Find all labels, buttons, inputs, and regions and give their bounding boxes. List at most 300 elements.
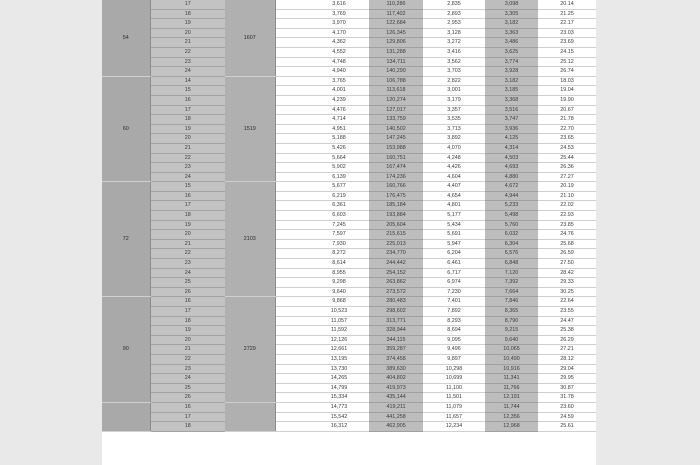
value-cell: 11,592 <box>309 326 369 336</box>
value-cell: 15,334 <box>309 393 369 403</box>
angle-cell: 23 <box>150 259 225 269</box>
value-cell: 9,298 <box>309 278 369 288</box>
value-cell: 4,239 <box>309 95 369 105</box>
value-cell: 3,182 <box>485 76 538 86</box>
value-cell: 4,407 <box>423 182 485 192</box>
table-row <box>102 124 596 134</box>
value-cell: 8,955 <box>309 268 369 278</box>
value-cell: 5,434 <box>423 220 485 230</box>
value-cell: 140,290 <box>369 67 423 77</box>
value-cell: 25.44 <box>538 153 596 163</box>
value-cell: 419,973 <box>369 383 423 393</box>
angle-cell: 16 <box>150 297 225 307</box>
value-cell: 12,356 <box>485 412 538 422</box>
spacer-cell <box>275 211 309 221</box>
value-cell: 4,940 <box>309 67 369 77</box>
spacer-cell <box>275 383 309 393</box>
angle-cell: 22 <box>150 47 225 57</box>
table-row <box>102 422 596 432</box>
table-row <box>102 0 596 9</box>
spacer-cell <box>275 326 309 336</box>
spacer-cell <box>275 287 309 297</box>
spacer-cell <box>275 345 309 355</box>
table-row <box>102 345 596 355</box>
table-row <box>102 95 596 105</box>
value-cell: 8,694 <box>423 326 485 336</box>
value-cell: 9,897 <box>423 354 485 364</box>
value-cell: 3,486 <box>485 38 538 48</box>
value-cell: 254,152 <box>369 268 423 278</box>
angle-cell: 17 <box>150 307 225 317</box>
table-row <box>102 201 596 211</box>
spacer-cell <box>275 124 309 134</box>
value-cell: 5,691 <box>423 230 485 240</box>
value-cell: 3,936 <box>485 124 538 134</box>
value-cell: 9,095 <box>423 335 485 345</box>
value-cell: 313,771 <box>369 316 423 326</box>
value-cell: 193,884 <box>369 211 423 221</box>
value-cell: 5,188 <box>309 134 369 144</box>
table-row <box>102 57 596 67</box>
value-cell: 441,258 <box>369 412 423 422</box>
spacer-cell <box>275 76 309 86</box>
spacer-cell <box>275 57 309 67</box>
spacer-cell <box>275 182 309 192</box>
angle-cell: 25 <box>150 383 225 393</box>
value-cell: 280,483 <box>369 297 423 307</box>
value-cell: 27.21 <box>538 345 596 355</box>
value-cell: 7,230 <box>423 287 485 297</box>
value-cell: 21.10 <box>538 191 596 201</box>
value-cell: 27.50 <box>538 259 596 269</box>
table-row <box>102 239 596 249</box>
angle-cell: 21 <box>150 38 225 48</box>
value-cell: 6,032 <box>485 230 538 240</box>
value-cell: 5,677 <box>309 182 369 192</box>
value-cell: 25.38 <box>538 326 596 336</box>
value-cell: 273,572 <box>369 287 423 297</box>
value-cell: 14,799 <box>309 383 369 393</box>
value-cell: 5,902 <box>309 163 369 173</box>
value-cell: 3,769 <box>309 9 369 19</box>
value-cell: 6,304 <box>485 239 538 249</box>
value-cell: 28.42 <box>538 268 596 278</box>
value-cell: 19.04 <box>538 86 596 96</box>
value-cell: 8,614 <box>309 259 369 269</box>
size-cell: 90 <box>102 297 150 403</box>
value-cell: 110,286 <box>369 0 423 9</box>
table-row <box>102 38 596 48</box>
value-cell: 22.64 <box>538 297 596 307</box>
value-cell: 22.93 <box>538 211 596 221</box>
value-cell: 4,503 <box>485 153 538 163</box>
value-cell: 4,362 <box>309 38 369 48</box>
table-row <box>102 383 596 393</box>
value-cell: 9,868 <box>309 297 369 307</box>
value-cell: 4,070 <box>423 143 485 153</box>
value-cell: 11,657 <box>423 412 485 422</box>
mass-cell <box>225 402 275 431</box>
value-cell: 3,928 <box>485 67 538 77</box>
value-cell: 29.04 <box>538 364 596 374</box>
value-cell: 4,314 <box>485 143 538 153</box>
angle-cell: 18 <box>150 211 225 221</box>
spacer-cell <box>275 307 309 317</box>
value-cell: 5,233 <box>485 201 538 211</box>
value-cell: 10,490 <box>485 354 538 364</box>
value-cell: 5,498 <box>485 211 538 221</box>
spacer-cell <box>275 0 309 9</box>
value-cell: 140,502 <box>369 124 423 134</box>
value-cell: 29.95 <box>538 374 596 384</box>
size-cell: 72 <box>102 182 150 297</box>
value-cell: 8,365 <box>485 307 538 317</box>
value-cell: 27.27 <box>538 172 596 182</box>
spacer-cell <box>275 239 309 249</box>
angle-cell: 20 <box>150 134 225 144</box>
value-cell: 3,368 <box>485 95 538 105</box>
value-cell: 234,770 <box>369 249 423 259</box>
value-cell: 5,760 <box>485 220 538 230</box>
spacer-cell <box>275 95 309 105</box>
value-cell: 24.47 <box>538 316 596 326</box>
spacer-cell <box>275 115 309 125</box>
angle-cell: 20 <box>150 230 225 240</box>
spacer-cell <box>275 28 309 38</box>
table-row <box>102 19 596 29</box>
value-cell: 8,293 <box>423 316 485 326</box>
value-cell: 122,684 <box>369 19 423 29</box>
value-cell: 7,664 <box>485 287 538 297</box>
table-row <box>102 47 596 57</box>
value-cell: 3,305 <box>485 9 538 19</box>
size-cell: 60 <box>102 76 150 182</box>
mass-cell: 2103 <box>225 182 275 297</box>
value-cell: 4,248 <box>423 153 485 163</box>
value-cell: 185,184 <box>369 201 423 211</box>
spacer-cell <box>275 259 309 269</box>
spacer-cell <box>275 153 309 163</box>
spacer-cell <box>275 412 309 422</box>
value-cell: 23.85 <box>538 220 596 230</box>
angle-cell: 26 <box>150 287 225 297</box>
value-cell: 24.59 <box>538 412 596 422</box>
value-cell: 205,604 <box>369 220 423 230</box>
angle-cell: 24 <box>150 374 225 384</box>
value-cell: 8,272 <box>309 249 369 259</box>
value-cell: 6,848 <box>485 259 538 269</box>
value-cell: 4,693 <box>485 163 538 173</box>
value-cell: 3,713 <box>423 124 485 134</box>
table-row <box>102 393 596 403</box>
spacer-cell <box>275 335 309 345</box>
table-row <box>102 402 596 412</box>
size-cell: 54 <box>102 0 150 76</box>
value-cell: 8,790 <box>485 316 538 326</box>
value-cell: 29.33 <box>538 278 596 288</box>
angle-cell: 19 <box>150 124 225 134</box>
value-cell: 4,604 <box>423 172 485 182</box>
value-cell: 11,079 <box>423 402 485 412</box>
spacer-cell <box>275 163 309 173</box>
value-cell: 31.78 <box>538 393 596 403</box>
value-cell: 11,341 <box>485 374 538 384</box>
value-cell: 10,523 <box>309 307 369 317</box>
value-cell: 4,880 <box>485 172 538 182</box>
value-cell: 6,361 <box>309 201 369 211</box>
angle-cell: 21 <box>150 239 225 249</box>
value-cell: 117,402 <box>369 9 423 19</box>
value-cell: 10,916 <box>485 364 538 374</box>
value-cell: 24.53 <box>538 143 596 153</box>
angle-cell: 14 <box>150 76 225 86</box>
angle-cell: 18 <box>150 422 225 432</box>
value-cell: 174,236 <box>369 172 423 182</box>
value-cell: 225,013 <box>369 239 423 249</box>
spacer-cell <box>275 278 309 288</box>
value-cell: 23.69 <box>538 38 596 48</box>
value-cell: 6,717 <box>423 268 485 278</box>
value-cell: 160,766 <box>369 182 423 192</box>
value-cell: 7,892 <box>423 307 485 317</box>
spacer-cell <box>275 134 309 144</box>
value-cell: 22.02 <box>538 201 596 211</box>
value-cell: 28.12 <box>538 354 596 364</box>
value-cell: 12,968 <box>485 422 538 432</box>
value-cell: 462,905 <box>369 422 423 432</box>
value-cell: 4,672 <box>485 182 538 192</box>
table-row <box>102 76 596 86</box>
spacer-cell <box>275 19 309 29</box>
value-cell: 21.78 <box>538 115 596 125</box>
table-row <box>102 354 596 364</box>
value-cell: 7,597 <box>309 230 369 240</box>
value-cell: 389,630 <box>369 364 423 374</box>
angle-cell: 18 <box>150 316 225 326</box>
angle-cell: 19 <box>150 19 225 29</box>
value-cell: 6,974 <box>423 278 485 288</box>
value-cell: 11,744 <box>485 402 538 412</box>
value-cell: 3,182 <box>485 19 538 29</box>
value-cell: 3,098 <box>485 0 538 9</box>
value-cell: 12,126 <box>309 335 369 345</box>
value-cell: 14,265 <box>309 374 369 384</box>
table-row <box>102 86 596 96</box>
angle-cell: 22 <box>150 153 225 163</box>
table-row <box>102 259 596 269</box>
value-cell: 4,001 <box>309 86 369 96</box>
value-cell: 3,357 <box>423 105 485 115</box>
angle-cell: 23 <box>150 364 225 374</box>
angle-cell: 18 <box>150 115 225 125</box>
value-cell: 3,516 <box>485 105 538 115</box>
value-cell: 419,211 <box>369 402 423 412</box>
table-row <box>102 412 596 422</box>
value-cell: 359,287 <box>369 345 423 355</box>
value-cell: 30.25 <box>538 287 596 297</box>
value-cell: 3,765 <box>309 76 369 86</box>
value-cell: 7,245 <box>309 220 369 230</box>
value-cell: 20.19 <box>538 182 596 192</box>
angle-cell: 20 <box>150 28 225 38</box>
value-cell: 344,115 <box>369 335 423 345</box>
value-cell: 4,951 <box>309 124 369 134</box>
angle-cell: 17 <box>150 0 225 9</box>
value-cell: 12,661 <box>309 345 369 355</box>
spacer-cell <box>275 67 309 77</box>
spacer-cell <box>275 393 309 403</box>
angle-cell: 20 <box>150 335 225 345</box>
value-cell: 3,625 <box>485 47 538 57</box>
spacer-cell <box>275 86 309 96</box>
spacer-cell <box>275 172 309 182</box>
value-cell: 12,234 <box>423 422 485 432</box>
angle-cell: 15 <box>150 182 225 192</box>
table-row <box>102 297 596 307</box>
mass-cell: 1607 <box>225 0 275 76</box>
table-row <box>102 326 596 336</box>
table-row <box>102 316 596 326</box>
value-cell: 4,426 <box>423 163 485 173</box>
angle-cell: 17 <box>150 105 225 115</box>
spacer-cell <box>275 47 309 57</box>
value-cell: 11,057 <box>309 316 369 326</box>
value-cell: 14,773 <box>309 402 369 412</box>
value-cell: 19.90 <box>538 95 596 105</box>
value-cell: 4,125 <box>485 134 538 144</box>
value-cell: 9,640 <box>309 287 369 297</box>
table-row <box>102 191 596 201</box>
value-cell: 4,801 <box>423 201 485 211</box>
value-cell: 6,139 <box>309 172 369 182</box>
angle-cell: 21 <box>150 143 225 153</box>
spacer-cell <box>275 105 309 115</box>
value-cell: 4,748 <box>309 57 369 67</box>
table-row <box>102 249 596 259</box>
value-cell: 4,714 <box>309 115 369 125</box>
angle-cell: 22 <box>150 354 225 364</box>
angle-cell: 16 <box>150 95 225 105</box>
angle-cell: 22 <box>150 249 225 259</box>
value-cell: 11,501 <box>423 393 485 403</box>
angle-cell: 23 <box>150 163 225 173</box>
value-cell: 3,747 <box>485 115 538 125</box>
value-cell: 176,475 <box>369 191 423 201</box>
table-row <box>102 9 596 19</box>
value-cell: 126,345 <box>369 28 423 38</box>
value-cell: 3,703 <box>423 67 485 77</box>
angle-cell: 17 <box>150 201 225 211</box>
value-cell: 153,988 <box>369 143 423 153</box>
spacer-cell <box>275 364 309 374</box>
value-cell: 23.60 <box>538 402 596 412</box>
value-cell: 25.61 <box>538 422 596 432</box>
angle-cell: 23 <box>150 57 225 67</box>
value-cell: 6,461 <box>423 259 485 269</box>
value-cell: 25.68 <box>538 239 596 249</box>
value-cell: 22.17 <box>538 19 596 29</box>
value-cell: 3,272 <box>423 38 485 48</box>
value-cell: 6,204 <box>423 249 485 259</box>
table-row <box>102 182 596 192</box>
spacer-cell <box>275 249 309 259</box>
value-cell: 10,065 <box>485 345 538 355</box>
spacer-cell <box>275 297 309 307</box>
spec-table-sheet <box>102 0 596 465</box>
value-cell: 120,274 <box>369 95 423 105</box>
angle-cell: 15 <box>150 86 225 96</box>
spacer-cell <box>275 143 309 153</box>
value-cell: 4,552 <box>309 47 369 57</box>
value-cell: 328,944 <box>369 326 423 336</box>
size-cell <box>102 402 150 431</box>
value-cell: 127,017 <box>369 105 423 115</box>
value-cell: 3,970 <box>309 19 369 29</box>
value-cell: 13,730 <box>309 364 369 374</box>
value-cell: 3,363 <box>485 28 538 38</box>
value-cell: 129,806 <box>369 38 423 48</box>
value-cell: 12,191 <box>485 393 538 403</box>
value-cell: 20.14 <box>538 0 596 9</box>
table-row <box>102 307 596 317</box>
angle-cell: 17 <box>150 412 225 422</box>
value-cell: 4,170 <box>309 28 369 38</box>
value-cell: 3,892 <box>423 134 485 144</box>
mass-cell: 2729 <box>225 297 275 403</box>
value-cell: 3,179 <box>423 95 485 105</box>
value-cell: 133,759 <box>369 115 423 125</box>
value-cell: 25.12 <box>538 57 596 67</box>
value-cell: 4,476 <box>309 105 369 115</box>
value-cell: 404,802 <box>369 374 423 384</box>
value-cell: 26.29 <box>538 335 596 345</box>
spacer-cell <box>275 268 309 278</box>
value-cell: 23.03 <box>538 28 596 38</box>
spec-table-body <box>102 0 596 431</box>
value-cell: 113,618 <box>369 86 423 96</box>
value-cell: 11,100 <box>423 383 485 393</box>
table-row <box>102 220 596 230</box>
table-row <box>102 211 596 221</box>
table-row <box>102 268 596 278</box>
value-cell: 26.74 <box>538 67 596 77</box>
value-cell: 9,215 <box>485 326 538 336</box>
value-cell: 6,576 <box>485 249 538 259</box>
spacer-cell <box>275 402 309 412</box>
value-cell: 4,944 <box>485 191 538 201</box>
value-cell: 3,001 <box>423 86 485 96</box>
value-cell: 3,616 <box>309 0 369 9</box>
angle-cell: 24 <box>150 172 225 182</box>
value-cell: 131,288 <box>369 47 423 57</box>
value-cell: 167,474 <box>369 163 423 173</box>
table-row <box>102 230 596 240</box>
value-cell: 10,699 <box>423 374 485 384</box>
value-cell: 263,862 <box>369 278 423 288</box>
angle-cell: 16 <box>150 402 225 412</box>
table-row <box>102 335 596 345</box>
angle-cell: 21 <box>150 345 225 355</box>
value-cell: 21.25 <box>538 9 596 19</box>
spacer-cell <box>275 316 309 326</box>
table-row <box>102 115 596 125</box>
value-cell: 2,953 <box>423 19 485 29</box>
value-cell: 5,947 <box>423 239 485 249</box>
spacer-cell <box>275 191 309 201</box>
value-cell: 5,664 <box>309 153 369 163</box>
value-cell: 9,496 <box>423 345 485 355</box>
spacer-cell <box>275 220 309 230</box>
